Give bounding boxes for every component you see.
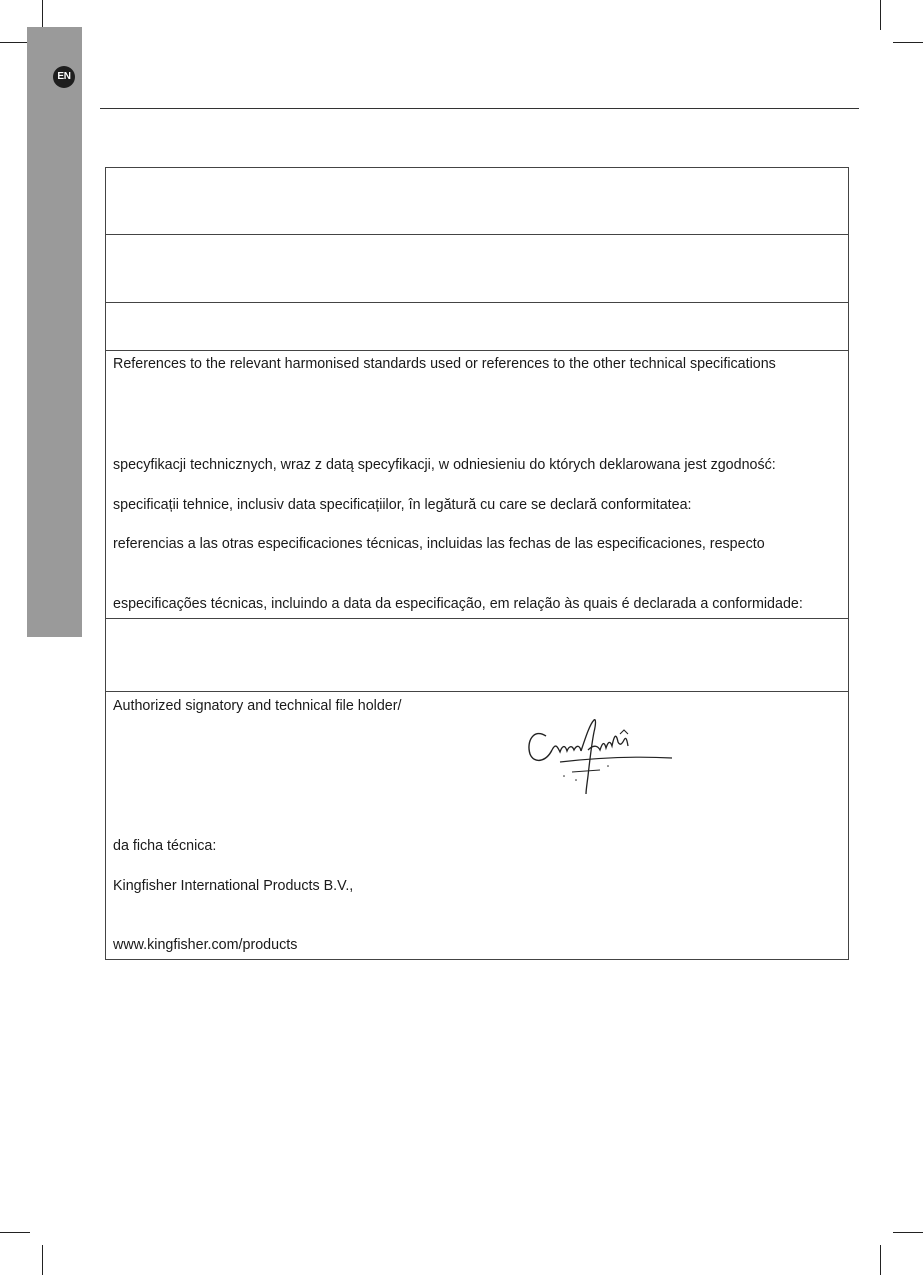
table-row: [106, 235, 848, 303]
company-website: www.kingfisher.com/products: [113, 937, 298, 953]
crop-mark: [0, 1232, 30, 1233]
standards-line-pl: specyfikacji technicznych, wraz z datą specyfikacji, w odniesieniu do których deklarowana jest zgodność:: [113, 457, 776, 473]
language-sidebar: [27, 27, 82, 637]
standards-line-ro: specificații tehnice, inclusiv data specificațiilor, în legătură cu care se declară conformitatea:: [113, 497, 692, 513]
crop-mark: [0, 42, 30, 43]
crop-mark: [893, 42, 923, 43]
standards-line-es: referencias a las otras especificaciones técnicas, incluidas las fechas de las especificaciones, respecto: [113, 536, 765, 552]
crop-mark: [880, 1245, 881, 1275]
standards-line-en: References to the relevant harmonised standards used or references to the other technical specifications: [113, 356, 776, 372]
crop-mark: [42, 1245, 43, 1275]
declaration-table: [105, 167, 849, 960]
company-name: Kingfisher International Products B.V.,: [113, 878, 354, 894]
crop-mark: [42, 0, 43, 30]
signature-image: [524, 706, 674, 796]
table-row: [106, 303, 848, 351]
signatory-title: Authorized signatory and technical file holder/: [113, 698, 402, 714]
language-badge: EN: [53, 66, 75, 88]
crop-mark: [880, 0, 881, 30]
table-row: [106, 168, 848, 235]
signatory-row: [106, 692, 848, 959]
crop-mark: [893, 1232, 923, 1233]
signatory-subtitle: da ficha técnica:: [113, 838, 217, 854]
standards-row: [106, 351, 848, 619]
standards-line-pt: especificações técnicas, incluindo a data da especificação, em relação às quais é declarada a conformidade:: [113, 596, 803, 612]
header-divider: [100, 108, 859, 109]
table-row: [106, 619, 848, 692]
